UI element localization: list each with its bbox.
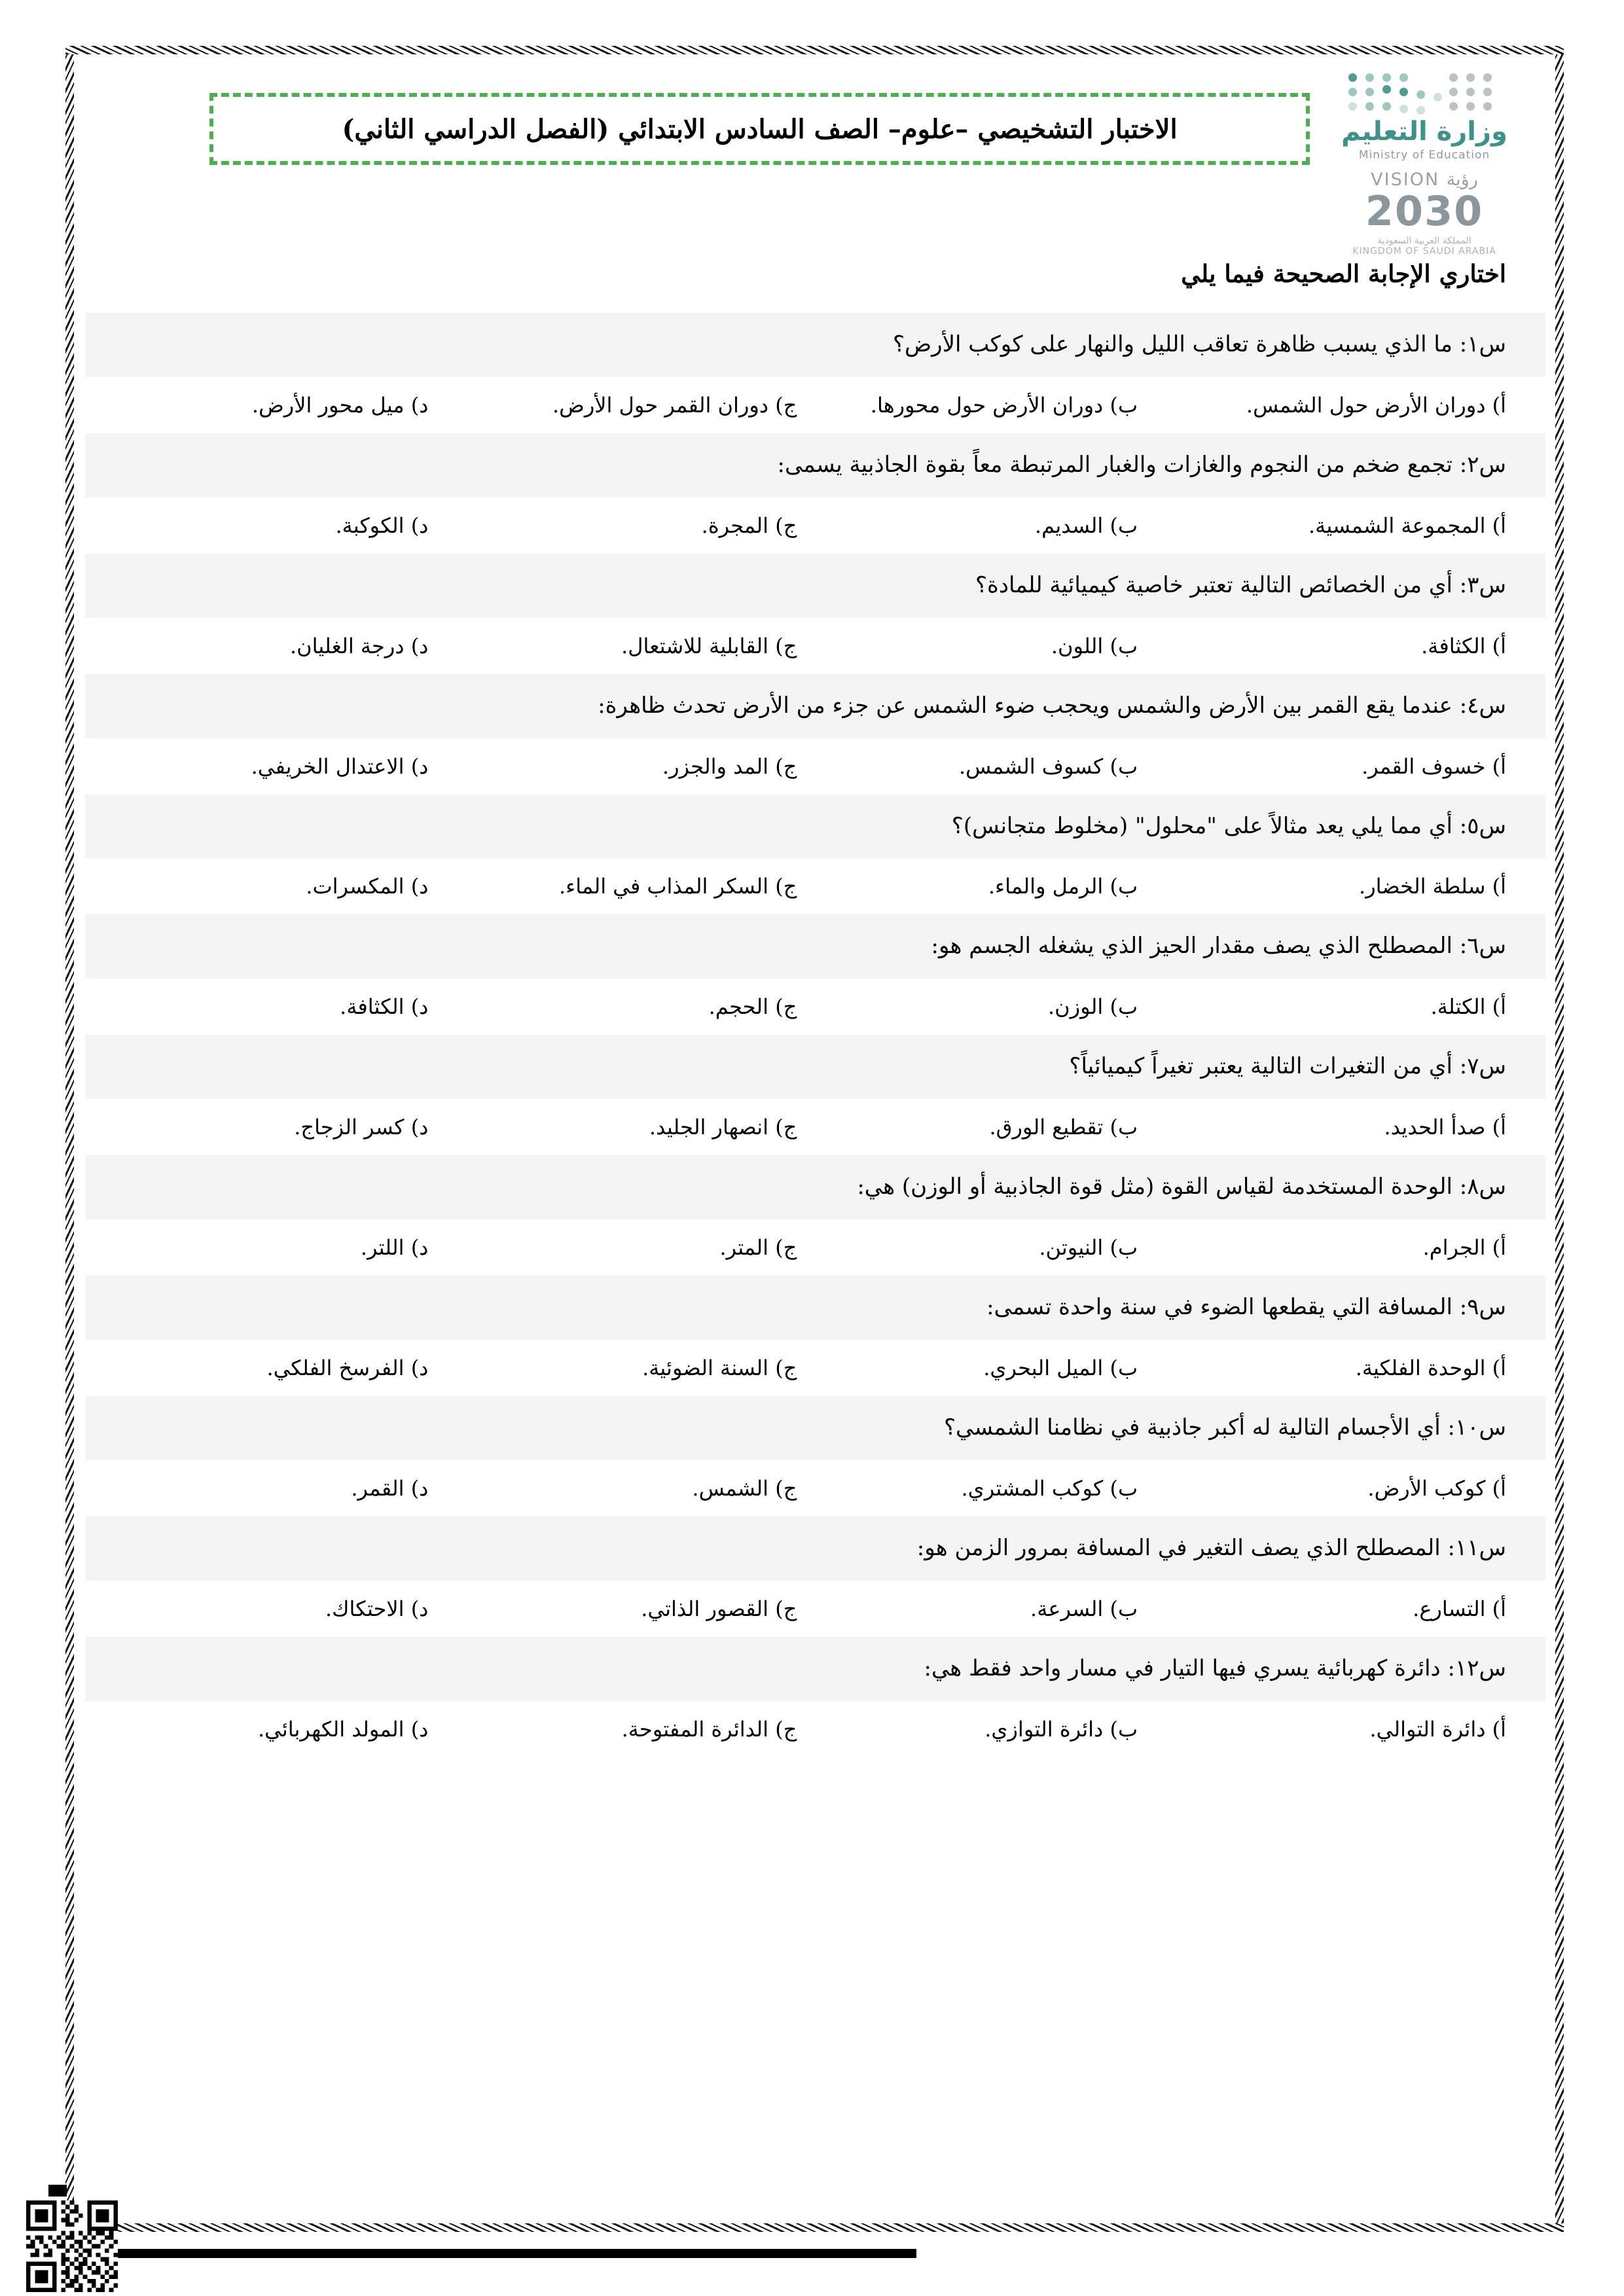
logo-arabic-name: وزارة التعليم — [1341, 117, 1507, 147]
question-text: س٦: المصطلح الذي يصف مقدار الحيز الذي يشغله الجسم هو: — [85, 914, 1545, 978]
question-block — [85, 1396, 1545, 1516]
page-title: الاختبار التشخيصي –علوم– الصف السادس الابتدائي (الفصل الدراسي الثاني) — [342, 113, 1178, 145]
question-block — [85, 914, 1545, 1035]
answer-option[interactable]: د) اللتر. — [360, 1235, 429, 1261]
option-row — [85, 1219, 1545, 1276]
answer-option[interactable]: ب) الوزن. — [1047, 994, 1138, 1020]
answer-option[interactable]: ج) القصور الذاتي. — [641, 1596, 797, 1621]
page-header — [85, 59, 1545, 255]
answer-option[interactable]: د) الكثافة. — [340, 994, 429, 1020]
answer-option[interactable]: د) الكوكبة. — [335, 512, 429, 538]
qr-tick-mark — [48, 2185, 67, 2197]
answer-option[interactable]: ج) السكر المذاب في الماء. — [558, 874, 797, 899]
answer-option[interactable]: د) كسر الزجاج. — [294, 1115, 429, 1140]
option-row — [85, 497, 1545, 554]
question-text: س١: ما الذي يسبب ظاهرة تعاقب الليل والنهار على كوكب الأرض؟ — [85, 313, 1545, 377]
answer-option[interactable]: أ) المجموعة الشمسية. — [1308, 512, 1506, 538]
answer-option[interactable]: ب) تقطيع الورق. — [989, 1115, 1138, 1140]
answer-option[interactable]: د) الفرسخ الفلكي. — [266, 1355, 429, 1381]
question-block — [85, 795, 1545, 915]
answer-option[interactable]: د) المكسرات. — [306, 874, 429, 899]
option-row — [85, 1340, 1545, 1396]
logo-kingdom-arabic: المملكة العربية السعودية — [1377, 236, 1471, 246]
answer-option[interactable]: ج) انصهار الجليد. — [649, 1115, 797, 1140]
question-block — [85, 554, 1545, 674]
question-block — [85, 674, 1545, 795]
question-block — [85, 1516, 1545, 1637]
logo-vision-label: VISION رؤية — [1371, 170, 1478, 190]
question-text: س٢: تجمع ضخم من النجوم والغازات والغبار المرتبطة معاً بقوة الجاذبية يسمى: — [85, 433, 1545, 497]
answer-option[interactable]: د) درجة الغليان. — [289, 633, 429, 658]
question-text: س٣: أي من الخصائص التالية تعتبر خاصية كيميائية للمادة؟ — [85, 554, 1545, 618]
option-row — [85, 1701, 1545, 1757]
decorative-border-left — [65, 46, 74, 2232]
answer-option[interactable]: ج) المجرة. — [701, 512, 797, 538]
answer-option[interactable]: ب) السديم. — [1034, 512, 1138, 538]
page-content — [85, 59, 1545, 2231]
option-row — [85, 858, 1545, 914]
answer-option[interactable]: د) المولد الكهربائي. — [258, 1716, 429, 1742]
ministry-of-education-logo — [1329, 59, 1519, 257]
option-row — [85, 978, 1545, 1035]
decorative-border-right — [1555, 46, 1564, 2232]
question-block — [85, 433, 1545, 554]
footer-rule — [85, 2249, 916, 2258]
answer-option[interactable]: ب) كسوف الشمس. — [958, 753, 1138, 779]
answer-option[interactable]: ب) دائرة التوازي. — [984, 1716, 1138, 1742]
answer-option[interactable]: ج) السنة الضوئية. — [642, 1355, 797, 1381]
decorative-border-top — [65, 46, 1564, 54]
answer-option[interactable]: أ) الجرام. — [1422, 1235, 1506, 1261]
logo-kingdom-english: KINGDOM OF SAUDI ARABIA — [1352, 246, 1496, 257]
answer-option[interactable]: ج) القابلية للاشتعال. — [621, 633, 797, 658]
answer-option[interactable]: ب) كوكب المشتري. — [961, 1475, 1138, 1501]
option-row — [85, 1460, 1545, 1516]
answer-option[interactable]: أ) دائرة التوالي. — [1369, 1716, 1506, 1742]
exam-title-box — [209, 93, 1310, 165]
option-row — [85, 618, 1545, 674]
question-block — [85, 1637, 1545, 1757]
answer-option[interactable]: ج) المد والجزر. — [662, 753, 797, 779]
question-text: س٥: أي مما يلي يعد مثالاً على "محلول" (مخلوط متجانس)؟ — [85, 795, 1545, 859]
answer-option[interactable]: ب) النيوتن. — [1039, 1235, 1138, 1261]
answer-option[interactable]: د) الاعتدال الخريفي. — [251, 753, 429, 779]
question-text: س١٢: دائرة كهربائية يسري فيها التيار في مسار واحد فقط هي: — [85, 1637, 1545, 1701]
option-row — [85, 1581, 1545, 1637]
instruction-text: اختاري الإجابة الصحيحة فيما يلي — [1181, 259, 1506, 288]
option-row — [85, 1099, 1545, 1155]
question-list — [85, 313, 1545, 1757]
answer-option[interactable]: ج) دوران القمر حول الأرض. — [552, 392, 797, 418]
answer-option[interactable]: أ) صدأ الحديد. — [1384, 1115, 1506, 1140]
answer-option[interactable]: أ) كوكب الأرض. — [1367, 1475, 1506, 1501]
answer-option[interactable]: د) الاحتكاك. — [325, 1596, 429, 1621]
answer-option[interactable]: ج) الدائرة المفتوحة. — [621, 1716, 797, 1742]
logo-english-name: Ministry of Education — [1358, 149, 1490, 162]
logo-vision-year: 2030 — [1365, 187, 1484, 235]
answer-option[interactable]: أ) خسوف القمر. — [1362, 753, 1506, 779]
question-block — [85, 1276, 1545, 1396]
question-text: س٤: عندما يقع القمر بين الأرض والشمس ويحجب ضوء الشمس عن جزء من الأرض تحدث ظاهرة: — [85, 674, 1545, 738]
answer-option[interactable]: أ) الوحدة الفلكية. — [1355, 1355, 1506, 1381]
answer-option[interactable]: ج) الحجم. — [708, 994, 797, 1020]
answer-option[interactable]: د) القمر. — [351, 1475, 429, 1501]
answer-option[interactable]: أ) التسارع. — [1413, 1596, 1506, 1621]
answer-option[interactable]: ج) الشمس. — [692, 1475, 797, 1501]
answer-option[interactable]: ب) الميل البحري. — [983, 1355, 1138, 1381]
option-row — [85, 738, 1545, 795]
qr-code-icon — [26, 2200, 118, 2292]
answer-option[interactable]: أ) الكثافة. — [1421, 633, 1506, 658]
answer-option[interactable]: د) ميل محور الأرض. — [251, 392, 429, 418]
question-text: س١١: المصطلح الذي يصف التغير في المسافة بمرور الزمن هو: — [85, 1516, 1545, 1581]
question-block — [85, 1155, 1545, 1276]
answer-option[interactable]: أ) الكتلة. — [1430, 994, 1506, 1020]
question-text: س١٠: أي الأجسام التالية له أكبر جاذبية في نظامنا الشمسي؟ — [85, 1396, 1545, 1460]
answer-option[interactable]: أ) سلطة الخضار. — [1359, 874, 1506, 899]
answer-option[interactable]: ب) الرمل والماء. — [988, 874, 1138, 899]
answer-option[interactable]: أ) دوران الأرض حول الشمس. — [1246, 392, 1506, 418]
answer-option[interactable]: ج) المتر. — [719, 1235, 797, 1261]
answer-option[interactable]: ب) السرعة. — [1030, 1596, 1138, 1621]
logo-dot-pattern-icon — [1344, 73, 1505, 114]
option-row — [85, 377, 1545, 433]
answer-option[interactable]: ب) دوران الأرض حول محورها. — [870, 392, 1138, 418]
question-block — [85, 1035, 1545, 1155]
question-text: س٨: الوحدة المستخدمة لقياس القوة (مثل قوة الجاذبية أو الوزن) هي: — [85, 1155, 1545, 1219]
question-block — [85, 313, 1545, 433]
question-text: س٧: أي من التغيرات التالية يعتبر تغيراً كيميائياً؟ — [85, 1035, 1545, 1099]
question-text: س٩: المسافة التي يقطعها الضوء في سنة واحدة تسمى: — [85, 1276, 1545, 1340]
answer-option[interactable]: ب) اللون. — [1051, 633, 1138, 658]
